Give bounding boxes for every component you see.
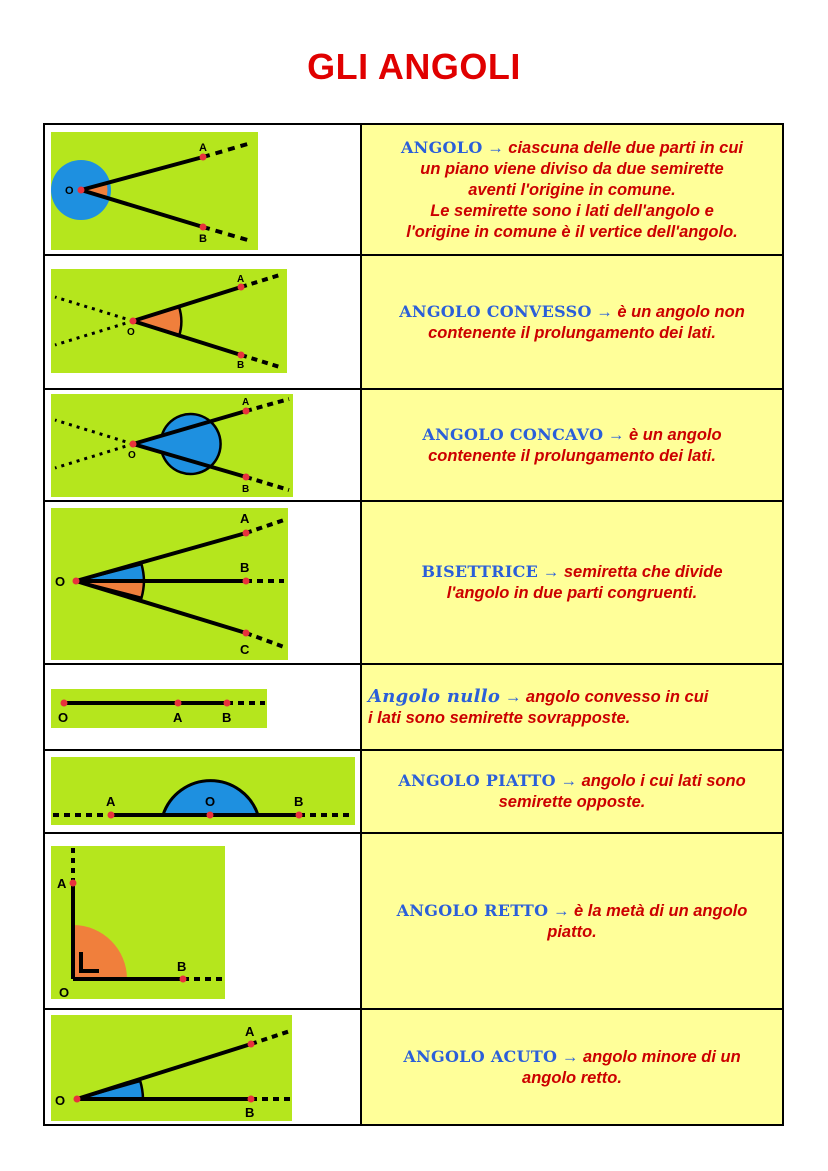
- term-label: ANGOLO RETTO: [396, 900, 549, 920]
- arrow-icon: →: [552, 901, 570, 920]
- vertex-label: O: [55, 1093, 66, 1108]
- definition-line: angolo convesso in cui: [525, 687, 709, 706]
- arrow-icon: →: [596, 302, 613, 321]
- term-label: Angolo nullo: [368, 685, 501, 707]
- point-label-b: B: [242, 484, 250, 495]
- vertex-label: O: [128, 450, 136, 461]
- arrow-icon: →: [561, 1047, 579, 1066]
- point-label-a: A: [237, 274, 245, 285]
- point-label-b: B: [222, 710, 232, 725]
- term-label: ANGOLO CONVESSO: [399, 301, 592, 321]
- point-label-a: A: [173, 710, 183, 725]
- figure-cell: [45, 1010, 362, 1124]
- table-row-angolo-nullo: [45, 665, 782, 751]
- definition-line: ciascuna delle due parti in cui: [508, 138, 744, 157]
- concave-angle-figure: [51, 394, 293, 497]
- definition-cell: [362, 256, 782, 388]
- point-label-b: B: [199, 233, 207, 245]
- arrow-icon: →: [607, 425, 625, 444]
- term-label: ANGOLO CONCAVO: [422, 424, 604, 444]
- page-title: GLI ANGOLI: [307, 46, 521, 87]
- term-label: ANGOLO ACUTO: [403, 1046, 558, 1066]
- definition-cell: [362, 125, 782, 254]
- definition-line: l'origine in comune è il vertice dell'angolo.: [406, 222, 738, 241]
- figure-cell: [45, 256, 362, 388]
- definition-line: un piano viene diviso da due semirette: [420, 159, 724, 178]
- definition-line: i lati sono semirette sovrapposte.: [368, 708, 631, 727]
- arrow-icon: →: [560, 772, 577, 790]
- arrow-icon: →: [542, 563, 560, 581]
- table-row-angolo: [45, 125, 782, 256]
- definition-text: [368, 686, 776, 729]
- definition-line: contenente il prolungamento dei lati.: [428, 323, 716, 342]
- table-row-angolo-concavo: [45, 390, 782, 502]
- definition-line: angolo minore di un: [582, 1047, 741, 1066]
- definition-line: angolo i cui lati sono: [581, 772, 746, 790]
- figure-cell: [45, 834, 362, 1008]
- definition-cell: [362, 1010, 782, 1124]
- arrow-icon: →: [487, 138, 504, 157]
- definition-line: è un angolo non: [617, 302, 745, 321]
- definition-line: semirette opposte.: [498, 793, 646, 811]
- table-row-angolo-piatto: [45, 751, 782, 834]
- angle-figure: [51, 132, 258, 250]
- point-label-b: B: [294, 794, 304, 809]
- table-row-angolo-convesso: [45, 256, 782, 390]
- straight-angle-figure: [51, 757, 355, 825]
- point-label-a: A: [245, 1024, 255, 1039]
- definition-cell: [362, 751, 782, 832]
- definition-cell: [362, 834, 782, 1008]
- vertex-label: O: [58, 710, 69, 725]
- definition-text: [401, 137, 743, 243]
- table-row-angolo-retto: [45, 834, 782, 1010]
- figure-cell: [45, 502, 362, 663]
- null-angle-figure: [51, 689, 267, 728]
- point-label-b: B: [177, 959, 187, 974]
- vertex-label: O: [127, 327, 135, 338]
- definition-line: contenente il prolungamento dei lati.: [428, 446, 716, 465]
- definition-line: piatto.: [547, 922, 597, 941]
- point-label-a: A: [57, 876, 67, 891]
- vertex-label: O: [59, 985, 70, 999]
- definition-line: è la metà di un angolo: [574, 901, 748, 920]
- vertex-label: O: [205, 794, 216, 809]
- angles-table: [43, 123, 784, 1126]
- vertex-label: O: [55, 574, 66, 589]
- definition-line: aventi l'origine in comune.: [468, 180, 676, 199]
- figure-cell: [45, 751, 362, 832]
- point-label-b: B: [245, 1105, 255, 1120]
- term-label: ANGOLO: [400, 137, 483, 157]
- term-label: BISETTRICE: [421, 562, 539, 581]
- convex-angle-figure: [51, 269, 287, 373]
- table-row-bisettrice: [45, 502, 782, 665]
- point-label-a: A: [106, 794, 116, 809]
- point-label-a: A: [199, 142, 207, 154]
- definition-cell: [362, 390, 782, 500]
- definition-cell: [362, 665, 782, 749]
- term-label: ANGOLO PIATTO: [398, 771, 556, 790]
- figure-cell: [45, 390, 362, 500]
- right-angle-figure: [51, 846, 225, 999]
- figure-cell: [45, 665, 362, 749]
- point-label-a: A: [242, 397, 250, 408]
- definition-line: è un angolo: [629, 425, 722, 444]
- point-label-c: C: [240, 642, 250, 657]
- definition-text: [398, 770, 745, 813]
- table-row-angolo-acuto: [45, 1010, 782, 1124]
- definition-text: [422, 424, 721, 467]
- definition-line: angolo retto.: [522, 1068, 622, 1087]
- definition-text: [403, 1046, 740, 1089]
- acute-angle-figure: [51, 1015, 292, 1121]
- vertex-label: O: [65, 185, 74, 197]
- bisector-figure: [51, 508, 288, 660]
- point-label-b: B: [237, 360, 245, 371]
- definition-cell: [362, 502, 782, 663]
- definition-line: Le semirette sono i lati dell'angolo e: [430, 201, 714, 220]
- arrow-icon: →: [504, 687, 522, 706]
- definition-text: [421, 561, 722, 604]
- point-label-a: A: [240, 511, 250, 526]
- definition-line: l'angolo in due parti congruenti.: [446, 584, 698, 602]
- definition-line: semiretta che divide: [563, 563, 723, 581]
- definition-text: [397, 900, 748, 943]
- figure-cell: [45, 125, 362, 254]
- definition-text: [399, 301, 745, 344]
- point-label-b: B: [240, 560, 250, 575]
